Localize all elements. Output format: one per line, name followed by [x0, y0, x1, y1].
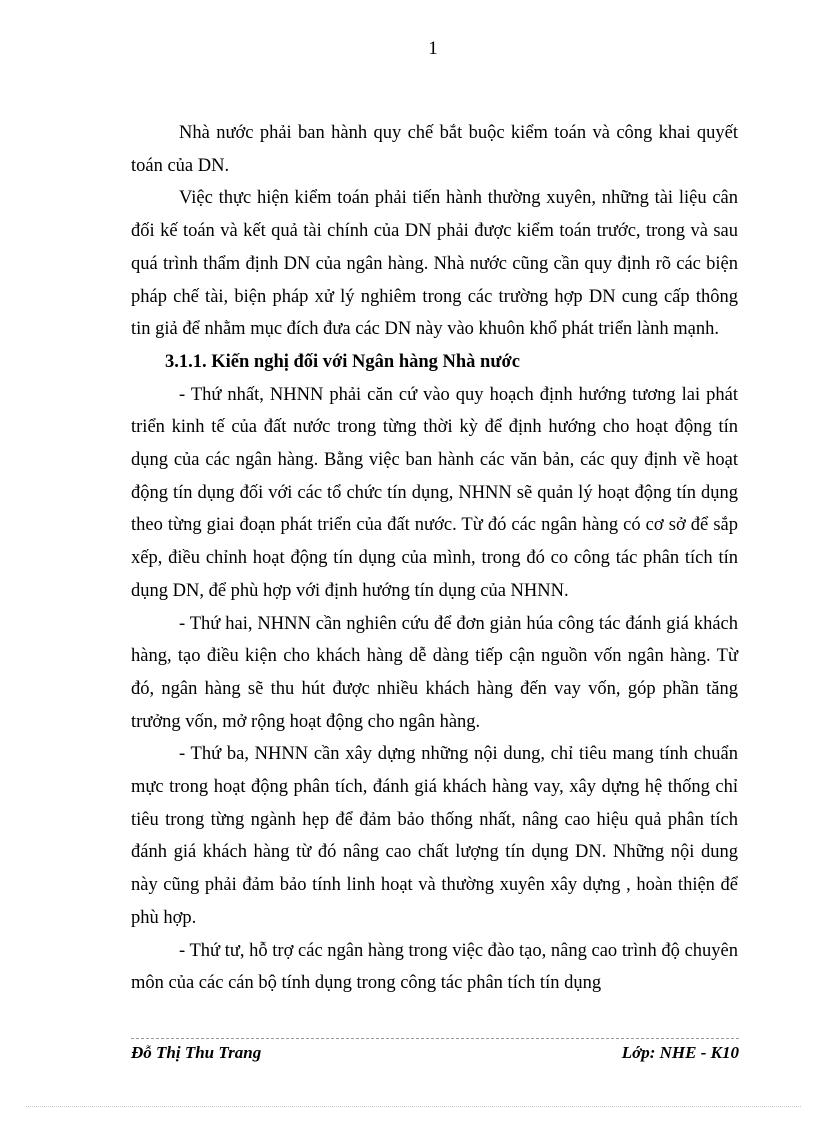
footer-divider: [131, 1038, 739, 1039]
paragraph-fourth-recommendation: - Thứ tư, hỗ trợ các ngân hàng trong việc đào tạo, nâng cao trình độ chuyên môn của các cán bộ tính dụng trong công tác phân tích tín dụng: [131, 940, 738, 994]
paragraph-second-recommendation: - Thứ hai, NHNN cần nghiên cứu để đơn giản húa công tác đánh giá khách hàng, tạo điều kiện cho khách hàng dễ dàng tiếp cận nguồn vốn ngân hàng. Từ đó, ngân hàng sẽ thu hút được nhiều khách hàng đến vay vốn, góp phần tăng trưởng vốn, mở rộng hoạt động cho ngân hàng.: [131, 613, 738, 732]
page-bottom-border: [26, 1106, 801, 1107]
paragraph-audit-regulation: Nhà nước phải ban hành quy chế bắt buộc kiểm toán và công khai quyết toán của DN.: [131, 123, 738, 176]
paragraph-first-recommendation: - Thứ nhất, NHNN phải căn cứ vào quy hoạch định hướng tương lai phát triển kinh tế của đất nước trong từng thời kỳ để định hướng cho hoạt động tín dụng của các ngân hàng. Bằng việc ban hành các văn bản, các quy định về hoạt động tín dụng đối với các tổ chức tín dụng, NHNN sẽ quản lý hoạt động tín dụng theo từng giai đoạn phát triển của đất nước. Từ đó các ngân hàng có cơ sở để sắp xếp, điều chỉnh hoạt động tín dụng của mình, trong đó co công tác phân tích tín dụng DN, để phù hợp với định hướng tín dụng của NHNN.: [131, 384, 738, 601]
footer-class: Lớp: NHE - K10: [621, 1043, 739, 1062]
paragraph-third-recommendation: - Thứ ba, NHNN cần xây dựng những nội dung, chỉ tiêu mang tính chuẩn mực trong hoạt động phân tích, đánh giá khách hàng vay, xây dựng hệ thống chỉ tiêu trong từng ngành hẹp để đảm bảo thống nhất, nâng cao hiệu quả phân tích đánh giá khách hàng từ đó nâng cao chất lượng tín dụng DN. Những nội dung này cũng phải đảm bảo tính linh hoạt và thường xuyên xây dựng , hoàn thiện để phù hợp.: [131, 744, 738, 928]
document-body: [131, 117, 738, 1000]
paragraph-audit-practice: Việc thực hiện kiểm toán phải tiến hành thường xuyên, những tài liệu cân đối kế toán và kết quả tài chính của DN phải được kiểm toán trước, trong và sau quá trình thẩm định DN của ngân hàng. Nhà nước cũng cần quy định rõ các biện pháp chế tài, biện pháp xử lý nghiêm trong các trường hợp DN cung cấp thông tin giả để nhằm mục đích đưa các DN này vào khuôn khổ phát triển lành mạnh.: [131, 188, 738, 340]
page-number: 1: [428, 38, 438, 59]
section-heading: 3.1.1. Kiến nghị đối với Ngân hàng Nhà nước: [165, 351, 520, 372]
footer-author: Đỗ Thị Thu Trang: [131, 1043, 262, 1062]
